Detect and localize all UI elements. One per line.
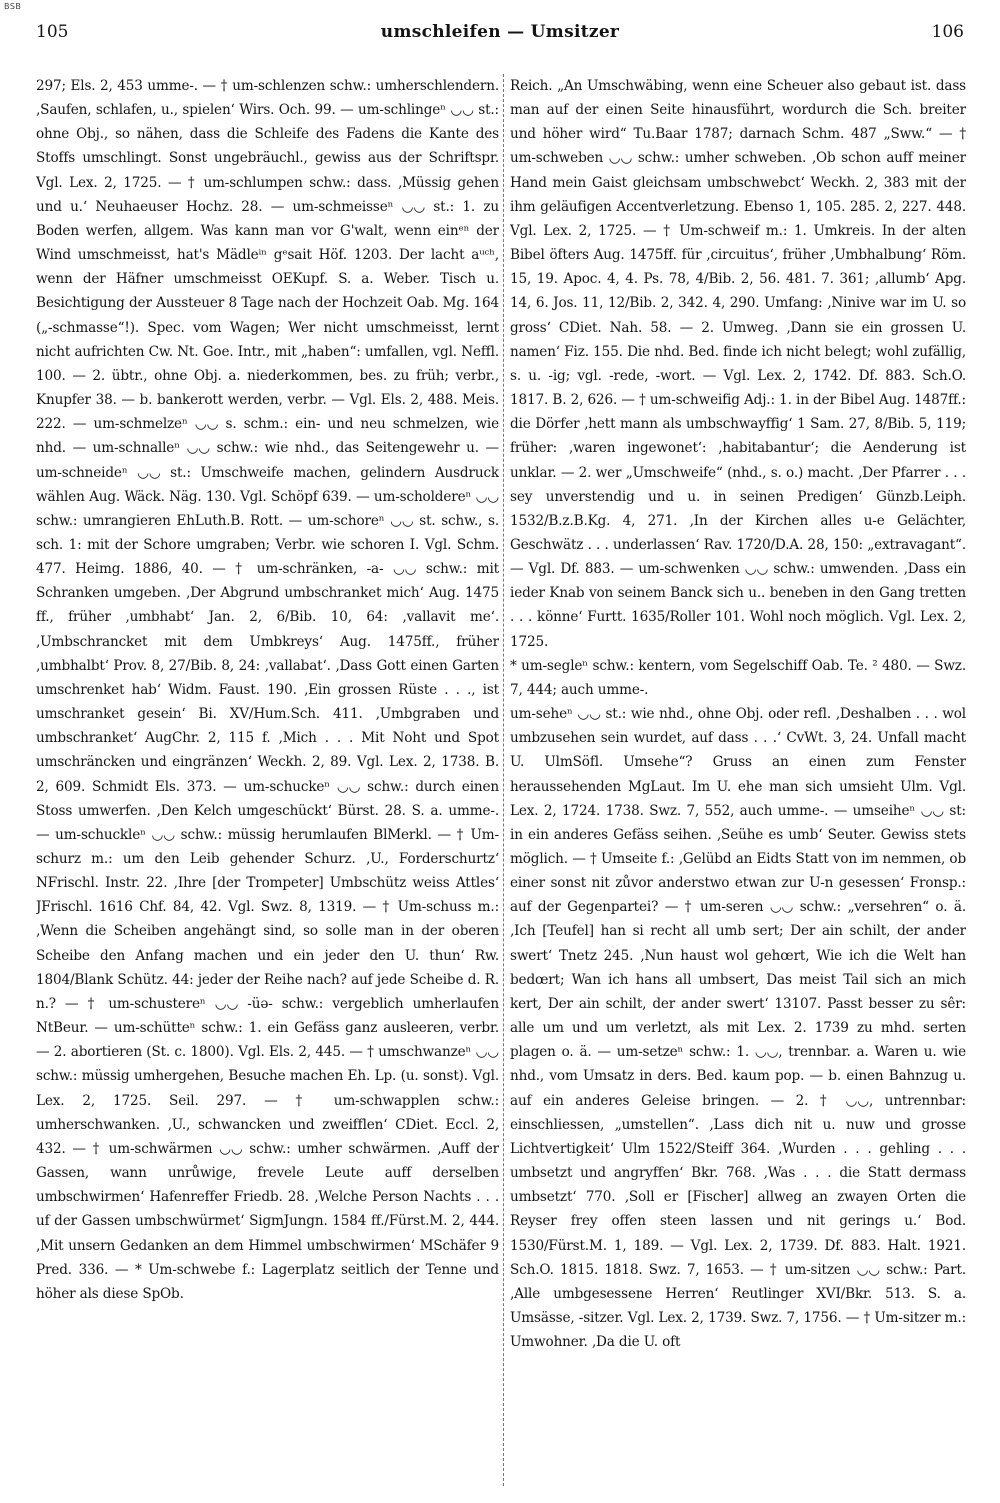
library-stamp: BSB [4,2,22,11]
right-column-text: Reich. „An Umschwäbing, wenn eine Scheuer also gebaut ist. dass man auf der einen Seite hinausführt, wordurch die Sch. breiter und höher wird“ Tu.Baar 1787; darnach Schm. 487 „Sww.“ — † um-schweben ◡◡ schw.: umher schweben. ‚Ob schon auff meiner Hand mein Gaist gleichsam umbschwebct‘ Weckh. 2, 383 mit der ihm geläufigen Accentverletzung. Ebenso 1, 105. 285. 2, 227. 448. Vgl. Lex. 2, 1725. — † Um-schweif m.: 1. Umkreis. In der alten Bibel öfters Aug. 1475ff. für ‚circuitus‘, früher ‚Umbhalbung‘ Röm. 15, 19. Apoc. 4, 4. Ps. 78, 4/Bib. 2, 56. 481. 7. 361; ‚allumb‘ Apg. 14, 6. Jos. 11, 12/Bib. 2, 342. 4, 290. Umfang: ‚Ninive war im U. so gross‘ CDiet. Nah. 58. — 2. Umweg. ‚Dann sie ein grossen U. namen‘ Fiz. 155. Die nhd. Bed. finde ich nicht belegt; wohl zufällig, s. u. -ig; vgl. -rede, -wort. — Vgl. Lex. 2, 1742. Df. 883. Sch.O. 1817. B. 2, 626. — † um-schweifig Adj.: 1. in der Bibel Aug. 1487ff.: die Dörfer ‚hett mann als umbschwayffig‘ 1 Sam. 27, 8/Bib. 5, 119; früher: ‚waren ingewonet‘: ‚habitabantur‘; die Aenderung ist unklar. — 2. wer „Umschweife“ (nhd., s. o.) macht. ‚Der Pfarrer . . . sey unverstendig und u. in seinen Predigen‘ Günzb.Leiph. 1532/B.z.B.Kg. 4, 271. ‚In der Kirchen alles u-e Gelächter, Geschwätz . . . underlassen‘ Rav. 1720/D.A. 28, 150: „extravagant“. — Vgl. Df. 883. — um-schwenken ◡◡ schw.: umwenden. ‚Dass ein ieder Knab von seinem Banck sich u.. beneben in den Gang tretten . . . könne‘ Furtt. 1635/Roller 101. Wohl noch möglich. Vgl. Lex. 2, 1725. * um-segleⁿ schw.: kentern, vom Segelschiff Oab. Te. ² 480. — Swz. 7, 444; auch umme-. um-seheⁿ ◡◡ st.: wie nhd., ohne Obj. oder refl. ‚Deshalben . . . wol umbzusehen sein wurdet, auf dass . . .‘ CvWt. 3, 24. Unfall macht U. UlmSöfl. Umsehe“? Gruss an einen zum Fenster heraussehenden MgLaut. Im U. ehe man sich umsieht Ulm. Vgl. Lex. 2, 1724. 1738. Swz. 7, 552, auch umme-. — umseiheⁿ ◡◡ st: in ein anderes Gefäss seihen. ‚Seühe es umb‘ Seuter. Gewiss stets möglich. — † Umseite f.: ‚Gelübd an Eidts Statt von im nemmen, ob einer sonst nit zůvor anderstwo etwan zur U-n gesessen‘ Fronsp.: auf der Gegenpartei? — † um-seren ◡◡ schw.: „versehren“ o. ä. ‚Ich [Teufel] han si recht all umb sert; Der ain schilt, der ander swert‘ Tnetz 245. ‚Nun haust wol gehœrt, Wie ich die Welt han bedœrt; Wan ich hans all umbsert, Das meist Tail sich an mich kert, Der ain schilt, der ander swert‘ 13107. Passt besser zu sêr: alle um und um verletzt, als mit Lex. 2. 1739 zu mhd. serten plagen o. ä. — um-setzeⁿ schw.: 1. ◡◡, trennbar. a. Waren u. wie nhd., vom Umsatz in ders. Bed. kaum pop. — b. einen Bahnzug u. auf ein anderes Geleise bringen. — 2. † ◡◡, untrennbar: einschliessen, „umstellen“. ‚Lass dich nit u. nuw und grosse Lichtvertigkeit‘ Ulm 1522/Steiff 364. ‚Wurden . . . gehling . . . umbsetzt und angryffen‘ Bkr. 768. ‚Was . . . die Statt dermass umbsetzt‘ 770. ‚Soll er [Fischer] allweg an zwayen Orten die Reyser frey offen steen lassen und nit gerings u.‘ Bod. 1530/Fürst.M. 1, 189. — Vgl. Lex. 2, 1739. Df. 883. Halt. 1921. Sch.O. 1815. 1818. Swz. 7, 1653. — † um-sitzen ◡◡ schw.: Part. ‚Alle umbgesessene Herren‘ Reutlinger XVI/Bkr. 513. S. a. Umsässe, -sitzer. Vgl. Lex. 2, 1739. Swz. 7, 1756. — † Um-sitzer m.: Umwohner. ‚Da die U. oft [510,78,966,1351]
left-column [36,74,499,1486]
page-number-right: 106 [931,22,964,42]
left-column-text: 297; Els. 2, 453 umme-. — † um-schlenzen schw.: umherschlendern. ‚Saufen, schlafen, u., spielen‘ Wirs. Och. 99. — um-schlingeⁿ ◡◡ st.: ohne Obj., so nähen, dass die Schleife des Fadens die Kante des Stoffs umschlingt. Sonst ungebräuchl., gewiss aus der Schriftspr. Vgl. Lex. 2, 1725. — † um-schlumpen schw.: dass. ‚Müssig gehen und u.‘ Neuhaeuser Hochz. 28. — um-schmeisseⁿ ◡◡ st.: 1. zu Boden werfen, allgem. Was kann man vor G'walt, wenn einᵉⁿ der Wind umschmeisst, hat's Mädleⁱⁿ gᵉsait Höf. 1203. Der lacht aᵘᶜʰ, wenn der Häfner umschmeisst OEKupf. S. a. Weber. Tisch u. Besichtigung der Aussteuer 8 Tage nach der Hochzeit Oab. Mg. 164 („-schmasse“!). Spec. vom Wagen; Wer nicht umschmeisst, lernt nicht aufrichten Cw. Nt. Goe. Intr., mit „haben“: umfallen, vgl. Neffl. 100. — 2. übtr., ohne Obj. a. niederkommen, bes. zu früh; verbr., Knupfer 38. — b. bankerott werden, verbr. — Vgl. Els. 2, 488. Meis. 222. — um-schmelzeⁿ ◡◡ s. schm.: ein- und neu schmelzen, wie nhd. — um-schnalleⁿ ◡◡ schw.: wie nhd., das Seitengewehr u. — um-schneideⁿ ◡◡ st.: Umschweife machen, gelindern Ausdruck wählen Aug. Wäck. Näg. 130. Vgl. Schöpf 639. — um-scholdereⁿ ◡◡ schw.: umrangieren EhLuth.B. Rott. — um-schoreⁿ ◡◡ st. schw., s. sch. 1: mit der Schore umgraben; Verbr. wie schoren I. Vgl. Schm. 477. Heimg. 1886, 40. — † um-schränken, -a- ◡◡ schw.: mit Schranken umgeben. ‚Der Abgrund umbschranket mich‘ Aug. 1475 ff., früher ‚umbhabt‘ Jan. 2, 6/Bib. 10, 64: ‚vallavit me‘. ‚Umbschrancket mit dem Umbkreys‘ Aug. 1475ff., früher ‚umbhalbt‘ Prov. 8, 27/Bib. 8, 24: ‚vallabat‘. ‚Dass Gott einen Garten umschrenket hab‘ Widm. Faust. 190. ‚Ein grossen Rüste . . ., ist umschranket gesein‘ Bi. XV/Hum.Sch. 411. ‚Umbgraben und umbschranket‘ AugChr. 2, 115 f. ‚Mich . . . Mit Noht und Spot umschräncken und eingränzen‘ Weckh. 2, 89. Vgl. Lex. 2, 1738. B. 2, 609. Schmidt Els. 373. — um-schuckeⁿ ◡◡ schw.: durch einen Stoss umwerfen. ‚Den Kelch umgeschückt‘ Bürst. 28. S. a. umme-. — um-schuckleⁿ ◡◡ schw.: müssig herumlaufen BlMerkl. — † Um-schurz m.: um den Leib gehender Schurz. ‚U., Forderschurtz‘ NFrischl. Instr. 22. ‚Ihre [der Trompeter] Umbschütz weiss Attles‘ JFrischl. 1616 Chf. 84, 42. Vgl. Swz. 8, 1319. — † Um-schuss m.: ‚Wenn die Scheiben angehängt sind, so solle man in der oberen Scheibe den Anfang machen und ein jeder den U. thun‘ Rw. 1804/Blank Schütz. 44: jeder der Reihe nach? auf jede Scheibe d. R. n.? — † um-schustereⁿ ◡◡ -üə- schw.: vergeblich umherlaufen NtBeur. — um-schütteⁿ schw.: 1. ein Gefäss ganz ausleeren, verbr. — 2. abortieren (St. c. 1800). Vgl. Els. 2, 445. — † umschwanzeⁿ ◡◡ schw.: müssig umhergehen, Besuche machen Eh. Lp. (u. sonst). Vgl. Lex. 2, 1725. Seil. 297. — † um-schwapplen schw.: umherschwanken. ‚U., schwancken und zweifflen‘ CDiet. Eccl. 2, 432. — † um-schwärmen ◡◡ schw.: umher schwärmen. ‚Auff der Gassen, wann unrůwige, frevele Leute auff derselben umbschwirmen‘ Hafenreffer Friedb. 28. ‚Welche Person Nachts . . . uf der Gassen umbschwürmet‘ SigmJungn. 1584 ff./Fürst.M. 2, 444. ‚Mit unsern Gedanken an dem Himmel umbschwirmen‘ MSchäfer 9 Pred. 336. — * Um-schwebe f.: Lagerplatz seitlich der Tenne und höher als diese SpOb. [36,78,499,1302]
page-header [36,22,964,48]
right-column [510,74,966,1486]
page-number-left: 105 [36,22,69,42]
running-headwords: umschleifen — Umsitzer [380,22,620,42]
column-divider [503,74,504,1486]
